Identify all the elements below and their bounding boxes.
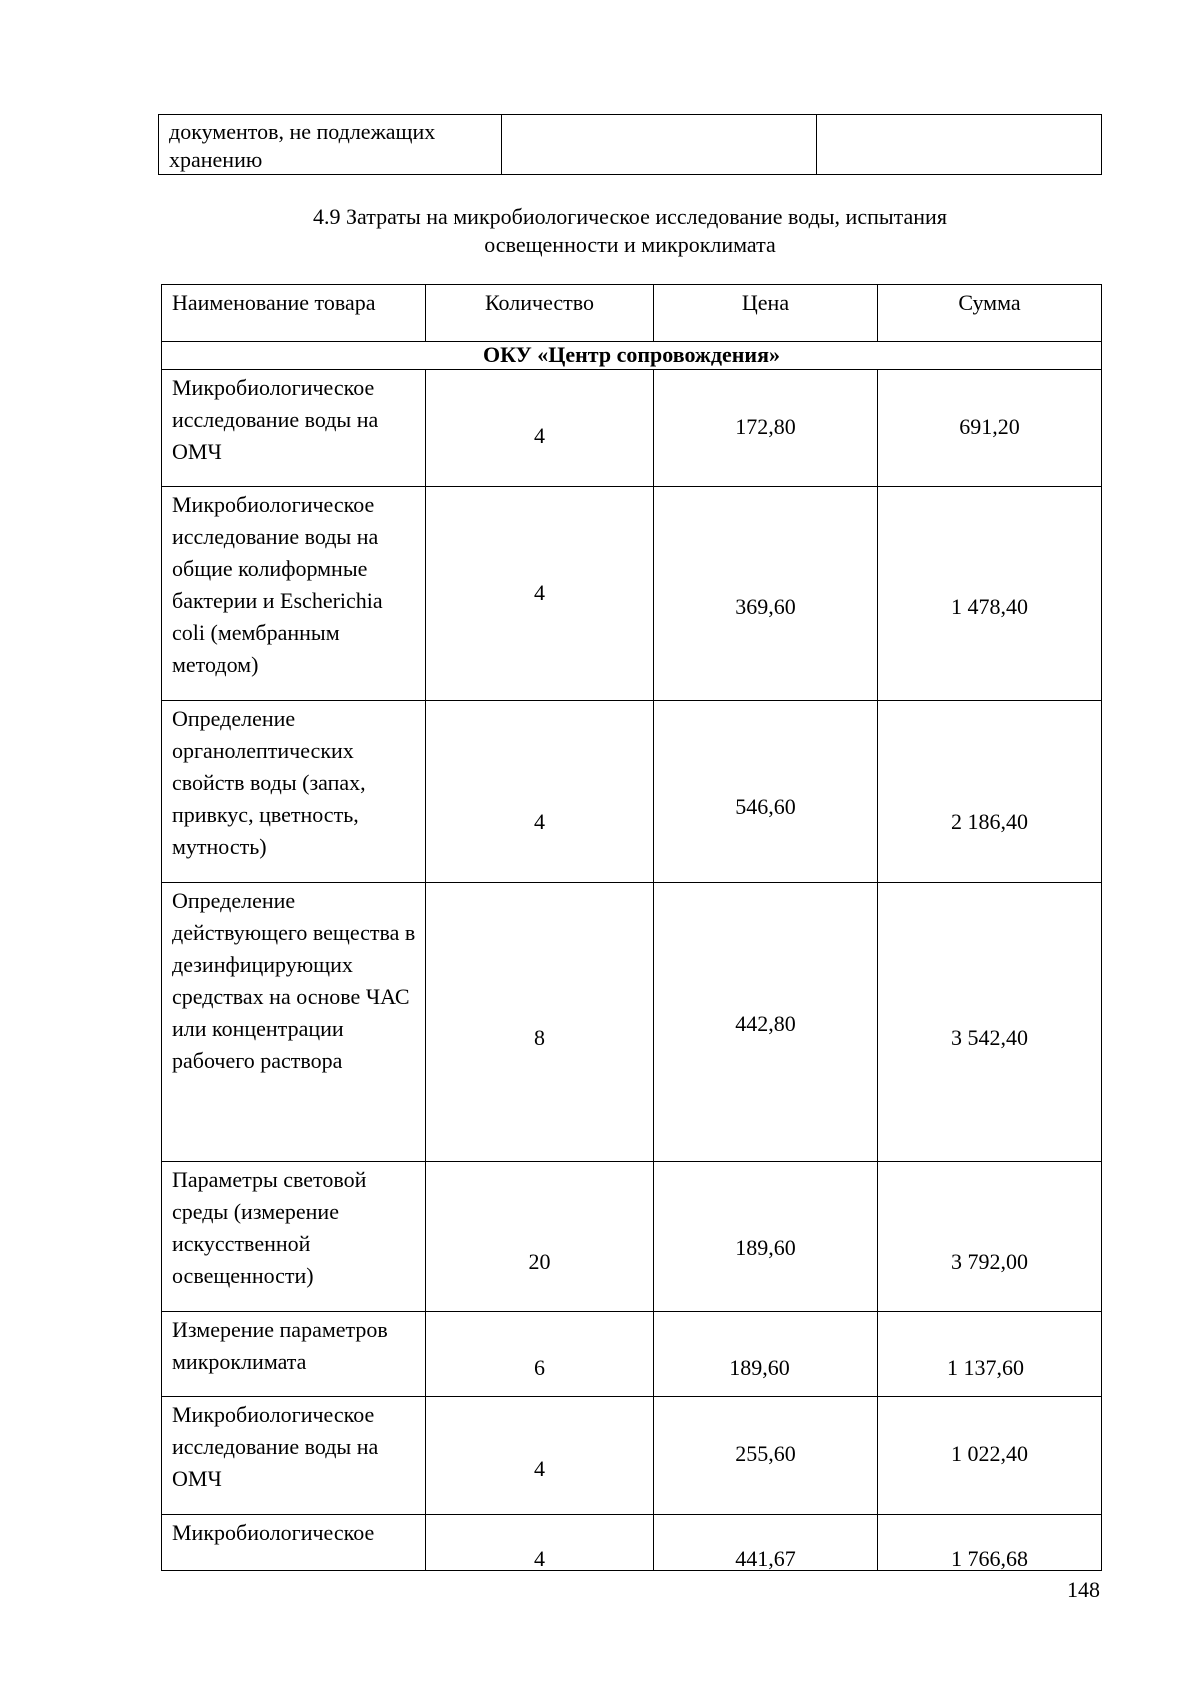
- row-sum: 691,20: [959, 414, 1020, 439]
- continuation-text: документов, не подлежащих хранению: [169, 119, 436, 172]
- row-sum-cell: [878, 883, 1102, 1162]
- heading-line-2: освещенности и микроклимата: [484, 232, 776, 257]
- row-sum: 1 766,68: [951, 1546, 1028, 1571]
- table-row: [162, 370, 1102, 487]
- row-sum: 1 137,60: [947, 1355, 1024, 1380]
- row-sum: 3 542,40: [951, 1025, 1028, 1050]
- row-sum-cell: [878, 1162, 1102, 1312]
- row-sum: 3 792,00: [951, 1249, 1028, 1274]
- row-quantity-cell: [426, 487, 654, 701]
- table-row: [162, 487, 1102, 701]
- row-sum-cell: [878, 701, 1102, 883]
- row-sum-cell: [878, 370, 1102, 487]
- header-name: Наименование товара: [162, 285, 426, 342]
- row-name: Параметры световой среды (измерение искусственной освещенности): [162, 1162, 426, 1312]
- header-price: Цена: [654, 285, 878, 342]
- row-sum-cell: [878, 1312, 1102, 1397]
- header-quantity: Количество: [426, 285, 654, 342]
- row-name: Микробиологическое исследование воды на общие колиформные бактерии и Escherichia coli (мембранным методом): [162, 487, 426, 701]
- row-quantity: 6: [534, 1355, 545, 1380]
- row-sum: 1 022,40: [951, 1441, 1028, 1466]
- row-sum-cell: [878, 1515, 1102, 1571]
- row-quantity: 8: [534, 1025, 545, 1050]
- continuation-table: [158, 114, 1102, 175]
- row-quantity-cell: [426, 1312, 654, 1397]
- section-row: [162, 342, 1102, 370]
- row-quantity: 4: [534, 1456, 545, 1481]
- row-sum-cell: [878, 1397, 1102, 1515]
- row-quantity: 20: [528, 1249, 551, 1274]
- header-sum: Сумма: [878, 285, 1102, 342]
- row-price: 189,60: [729, 1355, 790, 1380]
- row-price-cell: [654, 487, 878, 701]
- row-quantity: 4: [534, 580, 545, 605]
- row-name: Микробиологическое исследование воды на ОМЧ: [162, 370, 426, 487]
- row-price-cell: [654, 701, 878, 883]
- page-number: 148: [1067, 1577, 1100, 1602]
- row-quantity: 4: [534, 809, 545, 834]
- row-price: 442,80: [735, 1011, 796, 1036]
- continuation-cell-empty-1: [502, 115, 817, 175]
- row-sum: 2 186,40: [951, 809, 1028, 834]
- continuation-cell-name: [159, 115, 502, 175]
- heading-line-1: 4.9 Затраты на микробиологическое исследование воды, испытания: [313, 204, 947, 229]
- table-row: [162, 701, 1102, 883]
- row-price: 255,60: [735, 1441, 796, 1466]
- row-price-cell: [654, 1515, 878, 1571]
- row-price: 441,67: [735, 1546, 796, 1571]
- section-title: ОКУ «Центр сопровождения»: [162, 342, 1102, 370]
- table-row: [162, 1397, 1102, 1515]
- row-quantity-cell: [426, 370, 654, 487]
- table-row: [162, 883, 1102, 1162]
- row-sum-cell: [878, 487, 1102, 701]
- row-quantity: 4: [534, 1546, 545, 1571]
- table-row: [162, 1515, 1102, 1571]
- row-sum: 1 478,40: [951, 594, 1028, 619]
- row-price-cell: [654, 1397, 878, 1515]
- row-price: 172,80: [735, 414, 796, 439]
- table-row: [162, 1312, 1102, 1397]
- row-name: Микробиологическое исследование воды на ОМЧ: [162, 1397, 426, 1515]
- row-quantity: 4: [534, 423, 545, 448]
- row-price: 546,60: [735, 794, 796, 819]
- table-row: [162, 1162, 1102, 1312]
- continuation-cell-empty-2: [817, 115, 1102, 175]
- continuation-row: [159, 115, 1102, 175]
- section-heading: [158, 203, 1102, 259]
- row-price-cell: [654, 883, 878, 1162]
- row-price-cell: [654, 1162, 878, 1312]
- row-name: Определение органолептических свойств воды (запах, привкус, цветность, мутность): [162, 701, 426, 883]
- row-price-cell: [654, 370, 878, 487]
- row-name: Измерение параметров микроклимата: [162, 1312, 426, 1397]
- row-quantity-cell: [426, 1162, 654, 1312]
- row-quantity-cell: [426, 701, 654, 883]
- row-quantity-cell: [426, 1397, 654, 1515]
- row-price: 369,60: [735, 594, 796, 619]
- row-name: Определение действующего вещества в дезинфицирующих средствах на основе ЧАС или концентрации рабочего раствора: [162, 883, 426, 1162]
- row-quantity-cell: [426, 1515, 654, 1571]
- costs-table: [161, 284, 1102, 1571]
- row-name: Микробиологическое: [162, 1515, 426, 1571]
- row-quantity-cell: [426, 883, 654, 1162]
- row-price-cell: [654, 1312, 878, 1397]
- table-header-row: [162, 285, 1102, 342]
- row-price: 189,60: [735, 1235, 796, 1260]
